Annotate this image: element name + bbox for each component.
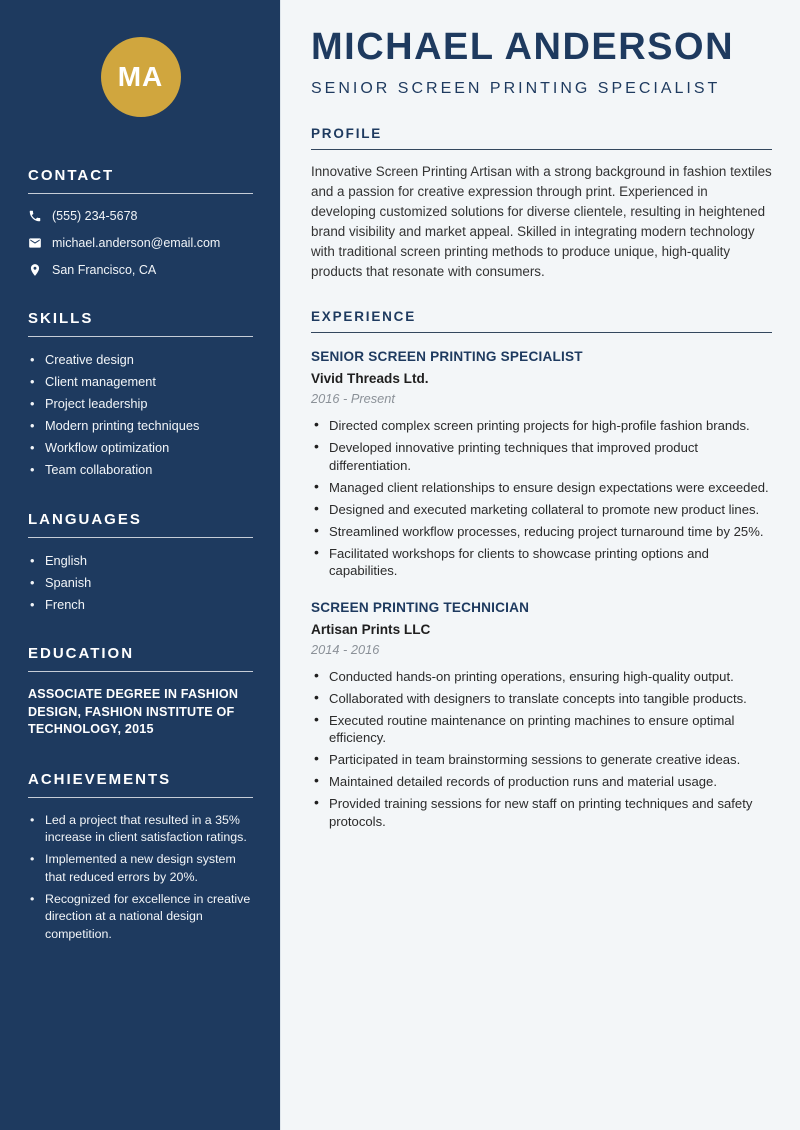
job-bullet: • Conducted hands-on printing operations, ensuring high-quality output. bbox=[311, 668, 772, 686]
achievements-heading: ACHIEVEMENTS bbox=[28, 771, 253, 798]
contact-list bbox=[28, 208, 253, 278]
languages-heading: LANGUAGES bbox=[28, 511, 253, 538]
job-bullet: • Facilitated workshops for clients to showcase printing options and capabilities. bbox=[311, 545, 772, 580]
contact-email-text: michael.anderson@email.com bbox=[52, 236, 221, 250]
job-bullets bbox=[311, 417, 772, 580]
sidebar bbox=[0, 0, 280, 1130]
job-bullets bbox=[311, 668, 772, 831]
profile-section bbox=[311, 126, 772, 282]
contact-location-text: San Francisco, CA bbox=[52, 263, 157, 277]
job-bullet: • Maintained detailed records of production runs and material usage. bbox=[311, 773, 772, 791]
experience-job bbox=[311, 348, 772, 580]
languages-list bbox=[28, 552, 253, 614]
email-icon bbox=[28, 236, 42, 250]
languages-section bbox=[28, 511, 253, 614]
experience-heading: EXPERIENCE bbox=[311, 309, 772, 333]
language-item: • Spanish bbox=[28, 574, 253, 592]
achievements-section bbox=[28, 771, 253, 944]
skill-item: • Modern printing techniques bbox=[28, 417, 253, 435]
job-title: SENIOR SCREEN PRINTING SPECIALIST bbox=[311, 349, 583, 364]
achievements-list bbox=[28, 812, 253, 944]
main-content bbox=[280, 0, 800, 1130]
contact-phone-text: (555) 234-5678 bbox=[52, 209, 138, 223]
job-title: SCREEN PRINTING TECHNICIAN bbox=[311, 599, 530, 615]
education-heading: EDUCATION bbox=[28, 645, 253, 672]
location-pin-icon bbox=[28, 263, 42, 277]
job-bullet: • Designed and executed marketing collateral to promote new product lines. bbox=[311, 501, 772, 519]
contact-item-email bbox=[28, 235, 253, 251]
profile-text: Innovative Screen Printing Artisan with a strong background in fashion textiles and a passion for creative expression through print. Experienced in developing customized solutions for diverse clientele, resulting in heightened brand visibility and market appeal. Skilled in integrating modern technology with traditional screen printing methods to produce unique, high-quality products that resonate with consumers. bbox=[311, 164, 772, 279]
job-dates: 2016 - Present bbox=[311, 391, 395, 406]
profile-heading: PROFILE bbox=[311, 126, 772, 150]
job-dates: 2014 - 2016 bbox=[311, 641, 380, 657]
job-bullet: • Managed client relationships to ensure design expectations were exceeded. bbox=[311, 479, 772, 497]
contact-item-phone bbox=[28, 208, 253, 224]
experience-job bbox=[311, 599, 772, 831]
skills-section bbox=[28, 310, 253, 479]
contact-item-location bbox=[28, 262, 253, 278]
skill-item: • Creative design bbox=[28, 351, 253, 369]
skill-item: • Team collaboration bbox=[28, 461, 253, 479]
job-bullet: • Directed complex screen printing projects for high-profile fashion brands. bbox=[311, 417, 772, 435]
education-section bbox=[28, 645, 253, 739]
job-company: Artisan Prints LLC bbox=[311, 621, 431, 637]
job-bullet: • Collaborated with designers to translate concepts into tangible products. bbox=[311, 690, 772, 708]
person-job-title: SENIOR SCREEN PRINTING SPECIALIST bbox=[311, 80, 721, 97]
job-bullet: • Streamlined workflow processes, reducing project turnaround time by 25%. bbox=[311, 523, 772, 541]
avatar-wrap bbox=[28, 37, 253, 117]
avatar bbox=[101, 37, 181, 117]
education-degree: ASSOCIATE DEGREE IN FASHION DESIGN, FASHION INSTITUTE OF TECHNOLOGY, 2015 bbox=[28, 687, 239, 736]
avatar-initials: MA bbox=[117, 61, 164, 92]
achievement-item: • Led a project that resulted in a 35% increase in client satisfaction ratings. bbox=[28, 812, 253, 847]
language-item: • French bbox=[28, 596, 253, 614]
contact-heading: CONTACT bbox=[28, 167, 253, 194]
language-item: • English bbox=[28, 552, 253, 570]
job-bullet: • Participated in team brainstorming sessions to generate creative ideas. bbox=[311, 751, 772, 769]
job-bullet: • Developed innovative printing techniques that improved product differentiation. bbox=[311, 439, 772, 474]
achievement-item: • Recognized for excellence in creative direction at a national design competition. bbox=[28, 891, 253, 944]
skills-heading: SKILLS bbox=[28, 310, 253, 337]
experience-section bbox=[311, 309, 772, 830]
contact-section bbox=[28, 167, 253, 278]
skill-item: • Workflow optimization bbox=[28, 439, 253, 457]
job-bullet: • Provided training sessions for new staff on printing techniques and safety protocols. bbox=[311, 795, 772, 830]
person-name: MICHAEL ANDERSON bbox=[311, 26, 735, 68]
job-bullet: • Executed routine maintenance on printing machines to ensure optimal efficiency. bbox=[311, 712, 772, 747]
job-company: Vivid Threads Ltd. bbox=[311, 371, 429, 386]
skill-item: • Project leadership bbox=[28, 395, 253, 413]
skills-list bbox=[28, 351, 253, 479]
skill-item: • Client management bbox=[28, 373, 253, 391]
achievement-item: • Implemented a new design system that reduced errors by 20%. bbox=[28, 851, 253, 886]
phone-icon bbox=[28, 209, 42, 223]
